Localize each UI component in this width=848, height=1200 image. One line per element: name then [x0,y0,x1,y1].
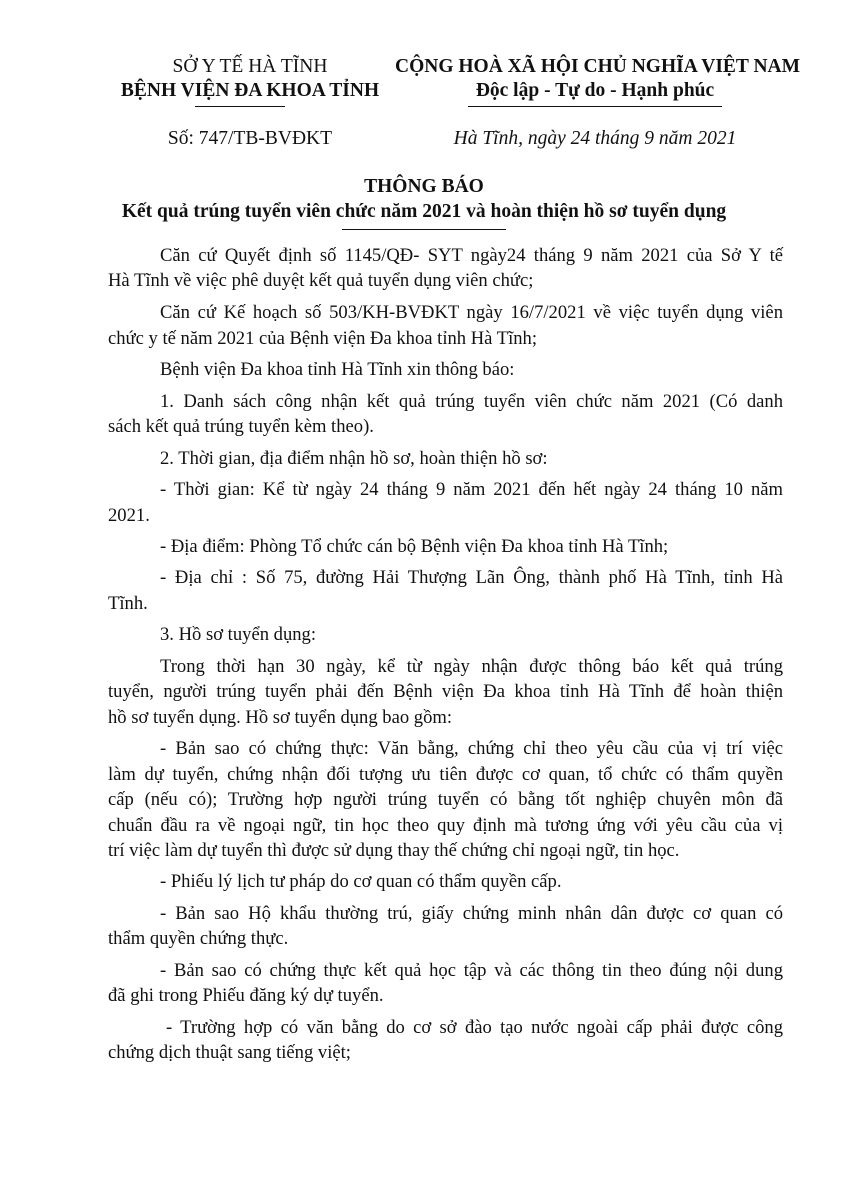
body-line: tuyển, người trúng tuyển phải đến Bệnh viện Đa khoa tỉnh Hà Tĩnh để hoàn thiện [108,681,783,702]
body-line: - Bản sao Hộ khẩu thường trú, giấy chứng minh nhân dân được cơ quan có [160,903,783,924]
body-line: Trong thời hạn 30 ngày, kể từ ngày nhận được thông báo kết quả trúng [160,656,783,677]
body-line: Tĩnh. [108,593,148,614]
body-line: cấp (nếu có); Trường hợp người trúng tuyển có bằng tốt nghiệp chuyên môn đã [108,789,783,810]
body-line: Căn cứ Quyết định số 1145/QĐ- SYT ngày24 tháng 9 năm 2021 của Sở Y tế [160,245,783,266]
hospital-name: BỆNH VIỆN ĐA KHOA TỈNH [120,80,380,101]
place-date: Hà Tĩnh, ngày 24 tháng 9 năm 2021 [453,128,737,149]
body-line: Hà Tĩnh về việc phê duyệt kết quả tuyển dụng viên chức; [108,270,534,291]
title-underline [342,229,506,230]
body-line: - Địa chỉ : Số 75, đường Hải Thượng Lãn Ông, thành phố Hà Tĩnh, tỉnh Hà [160,567,783,588]
body-line: - Bản sao có chứng thực: Văn bằng, chứng chỉ theo yêu cầu của vị trí việc [160,738,783,759]
document-number: Số: 747/TB-BVĐKT [167,128,333,149]
body-line: 3. Hồ sơ tuyển dụng: [160,624,316,645]
body-line: - Địa điểm: Phòng Tổ chức cán bộ Bệnh viện Đa khoa tỉnh Hà Tĩnh; [160,536,669,557]
body-line: làm dự tuyển, chứng nhận đối tượng ưu tiên được cơ quan, tổ chức có thẩm quyền [108,764,783,785]
notice-title: THÔNG BÁO [364,176,484,197]
body-line: 2021. [108,505,150,526]
national-motto: Độc lập - Tự do - Hạnh phúc [475,80,715,101]
body-line: trí việc làm dự tuyển thì được sử dụng thay thế chứng chỉ ngoại ngữ, tin học. [108,840,680,861]
body-line: Bệnh viện Đa khoa tỉnh Hà Tĩnh xin thông báo: [160,359,515,380]
body-line: thẩm quyền chứng thực. [108,928,289,949]
body-line: hồ sơ tuyển dụng. Hồ sơ tuyển dụng bao gồm: [108,707,453,728]
body-line: 2. Thời gian, địa điểm nhận hồ sơ, hoàn thiện hồ sơ: [160,448,548,469]
left-header-underline [195,106,285,107]
right-header-underline [468,106,722,107]
body-line: đã ghi trong Phiếu đăng ký dự tuyển. [108,985,384,1006]
notice-subtitle: Kết quả trúng tuyển viên chức năm 2021 và hoàn thiện hồ sơ tuyển dụng [121,201,727,222]
body-line: Căn cứ Kế hoạch số 503/KH-BVĐKT ngày 16/7/2021 về việc tuyển dụng viên [160,302,783,323]
body-line: - Thời gian: Kể từ ngày 24 tháng 9 năm 2021 đến hết ngày 24 tháng 10 năm [160,479,783,500]
body-line: chứng dịch thuật sang tiếng việt; [108,1042,351,1063]
body-line: - Phiếu lý lịch tư pháp do cơ quan có thẩm quyền cấp. [160,871,562,892]
body-line: sách kết quả trúng tuyển kèm theo). [108,416,374,437]
body-line: chuẩn đầu ra về ngoại ngữ, tin học theo quy định mà tương ứng với yêu cầu của vị [108,815,783,836]
body-line: - Trường hợp có văn bằng do cơ sở đào tạo nước ngoài cấp phải được công [166,1017,783,1038]
body-line: chức y tế năm 2021 của Bệnh viện Đa khoa tỉnh Hà Tĩnh; [108,328,538,349]
national-title: CỘNG HOÀ XÃ HỘI CHỦ NGHĨA VIỆT NAM [395,56,801,77]
body-line: - Bản sao có chứng thực kết quả học tập và các thông tin theo đúng nội dung [160,960,783,981]
body-line: 1. Danh sách công nhận kết quả trúng tuyển viên chức năm 2021 (Có danh [160,391,783,412]
department-name: SỞ Y TẾ HÀ TĨNH [172,56,328,77]
